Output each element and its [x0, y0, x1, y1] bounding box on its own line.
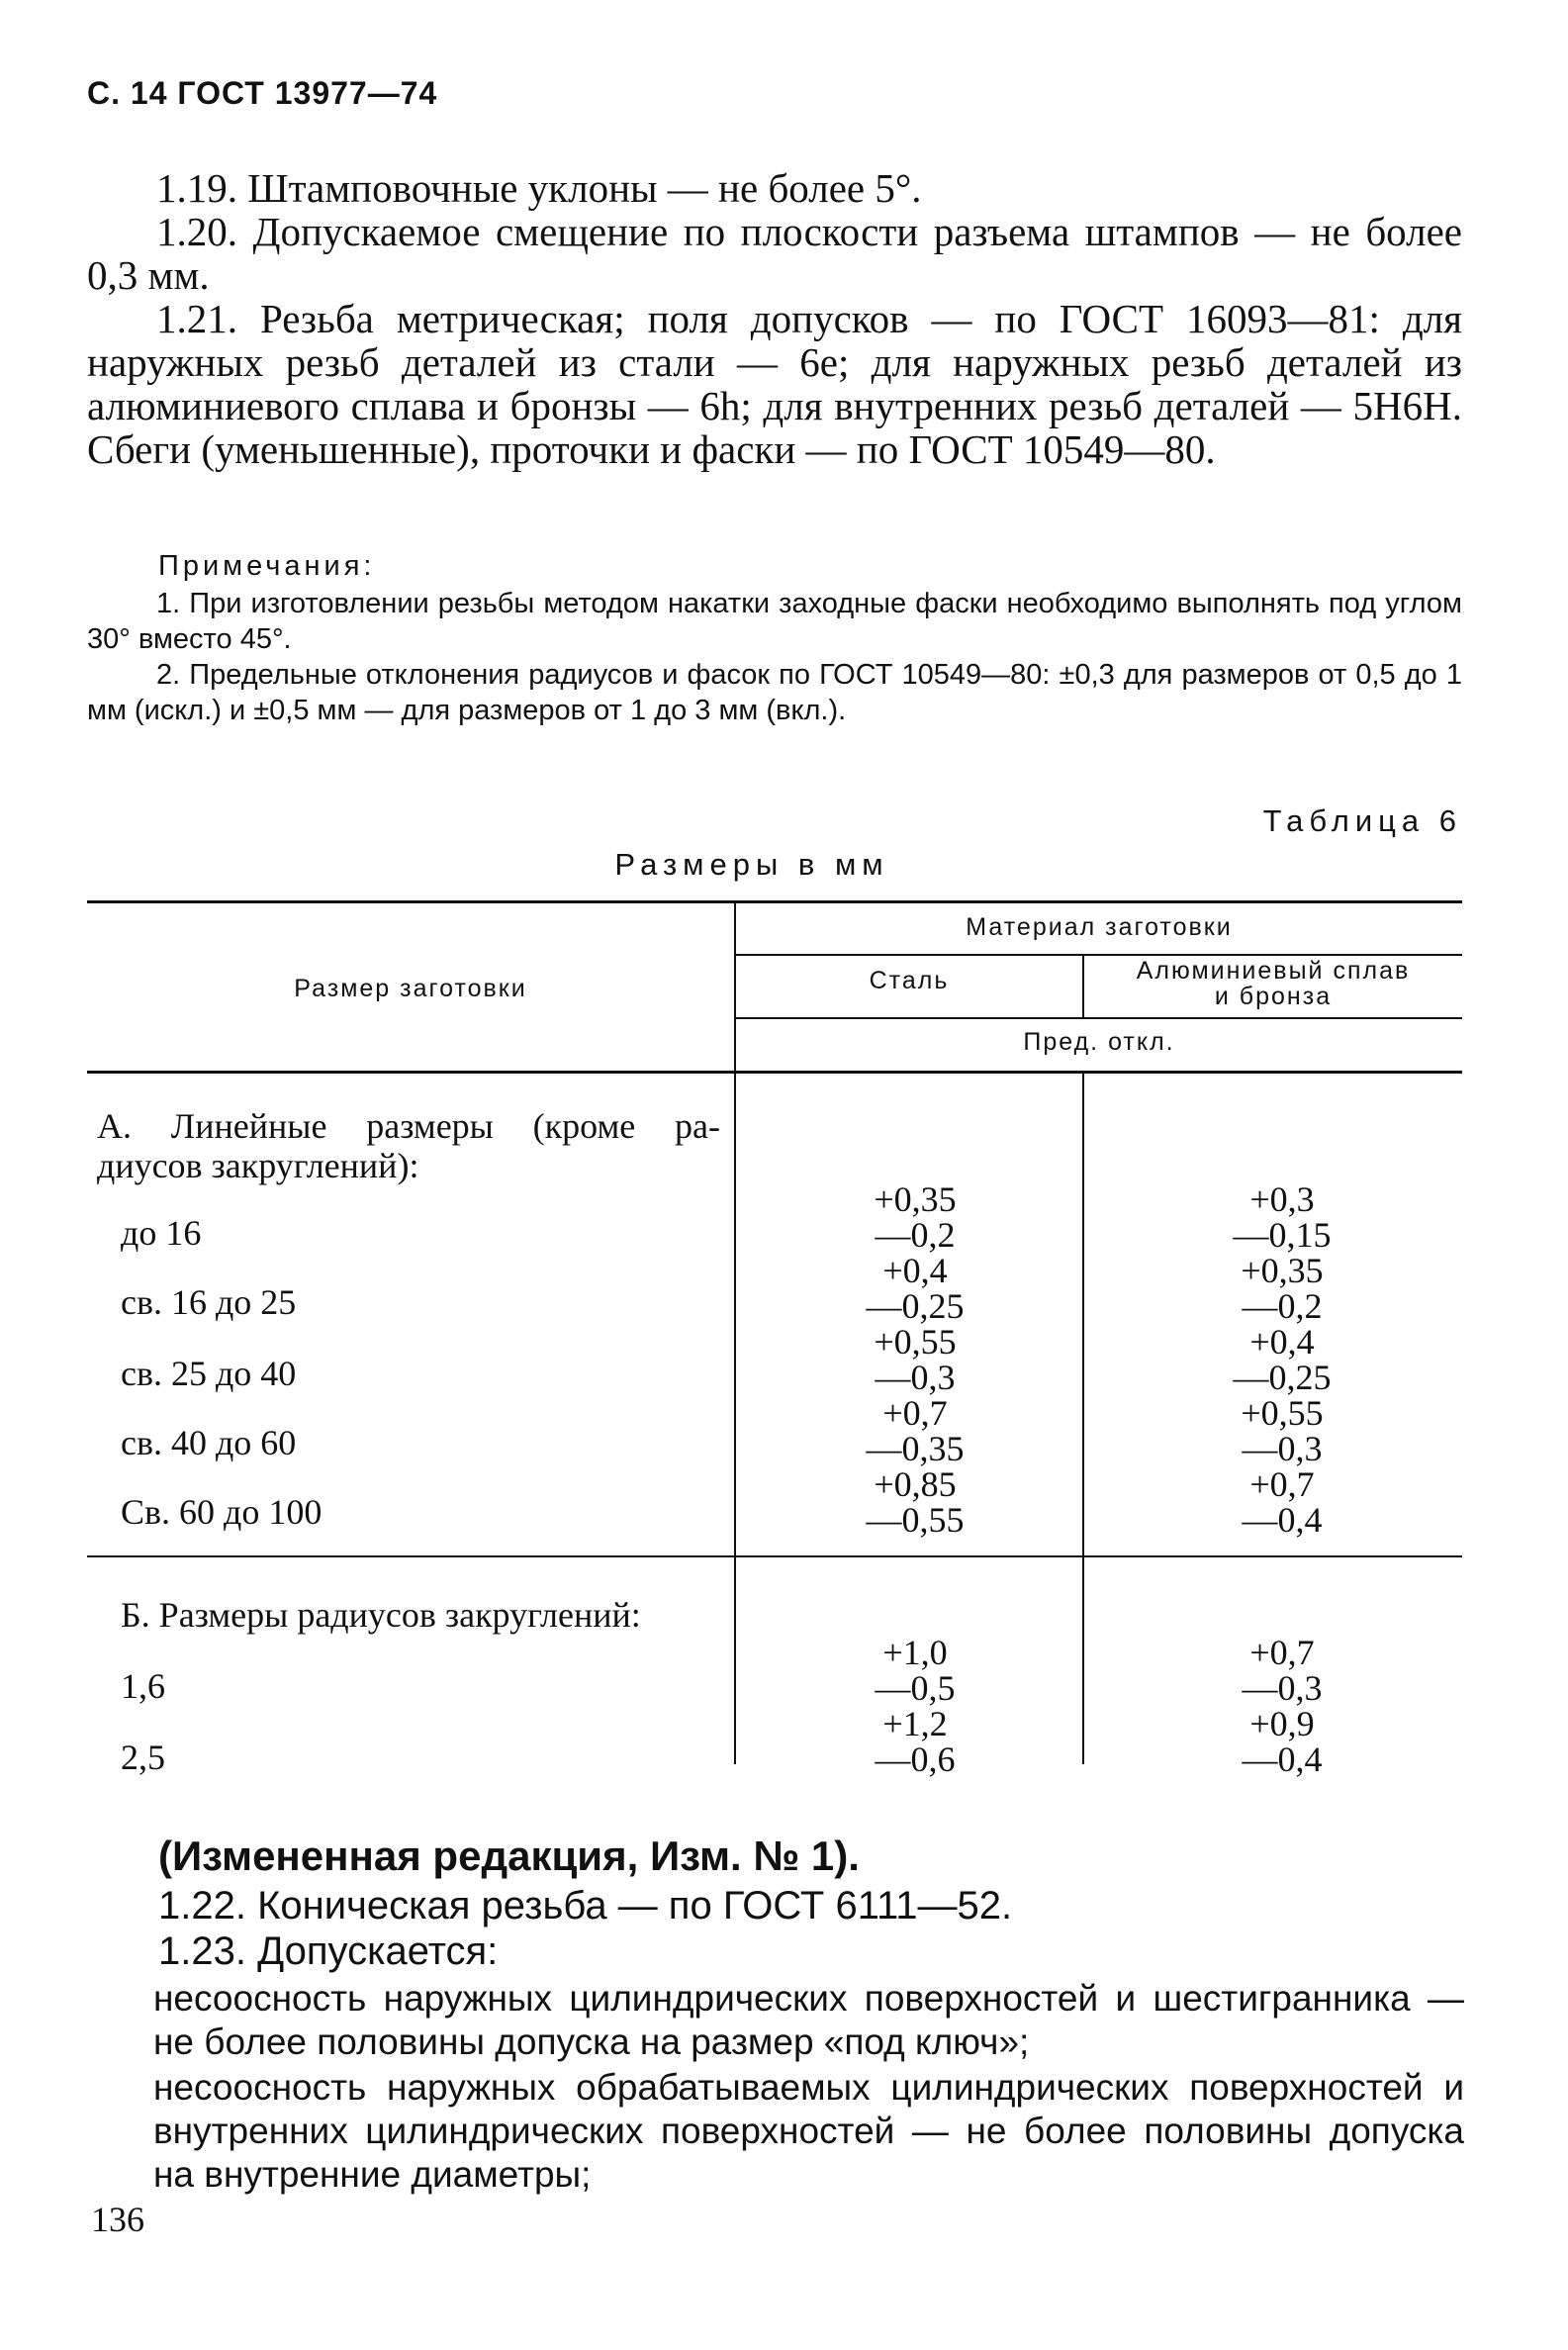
page-header: С. 14 ГОСТ 13977—74	[87, 75, 438, 111]
header-material: Материал заготовки	[966, 913, 1233, 941]
notes-heading: Примечания:	[158, 550, 376, 582]
section-a-title-line1: А. Линейные размеры (кроме ра-	[97, 1106, 720, 1146]
paragraph-1-22: 1.22. Коническая резьба — по ГОСТ 6111—52.	[158, 1884, 1013, 1927]
paragraph-1-23: 1.23. Допускается:	[158, 1929, 499, 1973]
row-size: св. 25 до 40	[121, 1354, 297, 1393]
steel-plus: +0,35	[874, 1179, 957, 1219]
alloy-plus: +0,35	[1241, 1251, 1324, 1290]
steel-plus: +1,0	[882, 1633, 948, 1672]
alloy-minus: —0,3	[1242, 1668, 1323, 1708]
section-a-title-line2: диусов закруглений):	[97, 1146, 419, 1185]
steel-minus: —0,25	[866, 1286, 965, 1326]
row-size: до 16	[121, 1213, 202, 1253]
header-rule-materials	[734, 1017, 1462, 1019]
header-alloy-line2: и бронза	[1214, 983, 1333, 1010]
paragraph-1-19: 1.19. Штамповочные уклоны — не более 5°.	[156, 165, 922, 211]
steel-minus: —0,2	[875, 1215, 956, 1255]
page-number: 136	[91, 2200, 144, 2239]
steel-plus: +0,85	[874, 1464, 957, 1504]
steel-plus: +0,55	[874, 1322, 957, 1362]
alloy-plus: +0,3	[1249, 1179, 1315, 1219]
header-alloy-line1: Алюминиевый сплав	[1136, 957, 1411, 985]
steel-plus: +0,4	[882, 1251, 948, 1290]
allowance-item-1: несоосность наружных цилиндрических поверхностей и шестигранника — не более половины допуска на размер «под ключ»;	[153, 1978, 1464, 2062]
alloy-minus: —0,4	[1242, 1500, 1323, 1540]
steel-minus: —0,3	[875, 1358, 956, 1397]
steel-minus: —0,55	[866, 1500, 965, 1540]
table-top-rule	[87, 900, 1462, 903]
alloy-minus: —0,25	[1233, 1358, 1332, 1397]
table-units: Размеры в мм	[614, 847, 889, 882]
steel-minus: —0,35	[866, 1429, 965, 1468]
alloy-minus: —0,3	[1242, 1429, 1323, 1468]
table-number: Таблица 6	[1262, 803, 1462, 838]
steel-minus: —0,5	[875, 1668, 956, 1708]
row-size: 1,6	[121, 1666, 165, 1706]
edition-note: (Измененная редакция, Изм. № 1).	[158, 1833, 860, 1879]
paragraph-1-21: 1.21. Резьба метрическая; поля допусков — по ГОСТ 16093—81: для наружных резьб деталей из стали — 6е; для наружных резьб деталей из алюминиевого сплава и бронзы — 6h; для внутренних резьб деталей — 5Н6Н. Сбеги (уменьшенные), проточки и фаски — по ГОСТ 10549—80.	[87, 296, 1462, 472]
note-2: 2. Предельные отклонения радиусов и фасок по ГОСТ 10549—80: ±0,3 для размеров от 0,5 до 1 мм (искл.) и ±0,5 мм — для размеров от 1 до 3 мм (вкл.).	[87, 659, 1462, 726]
column-divider-materials	[1082, 1074, 1084, 1764]
row-size: св. 16 до 25	[121, 1282, 297, 1322]
header-steel: Сталь	[869, 967, 950, 994]
row-size: св. 40 до 60	[121, 1423, 297, 1462]
alloy-plus: +0,55	[1241, 1393, 1324, 1433]
header-deviation: Пред. откл.	[1023, 1028, 1175, 1056]
header-size: Размер заготовки	[294, 975, 527, 1002]
alloy-plus: +0,7	[1249, 1633, 1315, 1672]
allowance-item-2: несоосность наружных обрабатываемых цилиндрических поверхностей и внутренних цилиндрических поверхностей — не более половины допуска на внутренние диаметры;	[153, 2067, 1464, 2195]
header-bottom-rule	[87, 1071, 1462, 1074]
row-size: Св. 60 до 100	[121, 1492, 323, 1532]
alloy-minus: —0,4	[1242, 1739, 1323, 1779]
alloy-minus: —0,2	[1242, 1286, 1323, 1326]
paragraph-1-20: 1.20. Допускаемое смещение по плоскости разъема штампов — не более 0,3 мм.	[87, 209, 1462, 298]
steel-plus: +0,7	[882, 1393, 948, 1433]
alloy-minus: —0,15	[1233, 1215, 1332, 1255]
alloy-plus: +0,7	[1249, 1464, 1315, 1504]
section-b-title: Б. Размеры радиусов закруглений:	[121, 1595, 641, 1635]
alloy-plus: +0,4	[1249, 1322, 1315, 1362]
section-divider-rule	[87, 1555, 1462, 1557]
row-size: 2,5	[121, 1738, 165, 1777]
alloy-plus: +0,9	[1249, 1704, 1315, 1743]
steel-plus: +1,2	[882, 1704, 948, 1743]
header-rule-material	[734, 954, 1462, 956]
steel-minus: —0,6	[875, 1739, 956, 1779]
note-1: 1. При изготовлении резьбы методом накатки заходные фаски необходимо выполнять под углом 30° вместо 45°.	[87, 588, 1462, 655]
